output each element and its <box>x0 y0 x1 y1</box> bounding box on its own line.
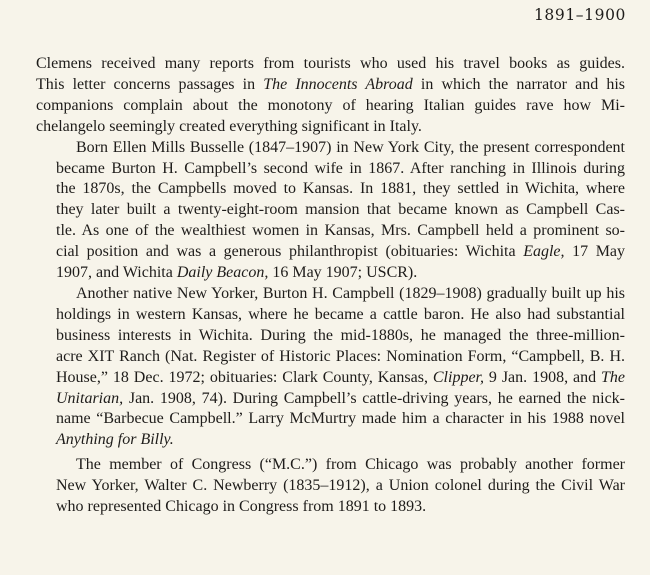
text-line: name “Barbecue Campbell.” Larry McMurtry made him a character in his 1988 novel <box>56 410 625 428</box>
newspaper-title: Clipper, <box>432 368 484 386</box>
running-head: 1891–1900 <box>533 6 626 24</box>
text-line <box>36 430 625 451</box>
text-line: chelangelo seemingly created everything significant in Italy. <box>36 117 422 135</box>
text-line: This letter concerns passages in The Innocents Abroad in which the narrator and his <box>36 75 625 93</box>
text-line: Born Ellen Mills Busselle (1847–1907) in New York City, the present correspondent <box>76 138 625 156</box>
text-line: Clemens received many reports from tourists who used his travel books as guides. <box>36 55 625 72</box>
text-line: The member of Congress (“M.C.”) from Chicago was probably another former <box>76 456 625 474</box>
text-line: the 1870s, the Campbells moved to Kansas. In 1881, they settled in Wichita, where <box>56 180 625 198</box>
text-line: acre XIT Ranch (Nat. Register of Historic Places: Nomination Form, “Campbell, B. H. <box>56 347 625 365</box>
paragraph-4 <box>36 455 625 518</box>
book-title: Anything for Billy. <box>56 431 174 449</box>
text-line: 1907, and Wichita Daily Beacon, 16 May 1907; USCR). <box>56 264 418 282</box>
body-text <box>36 54 625 518</box>
text-line: House,” 18 Dec. 1972; obituaries: Clark County, Kansas, Clipper, 9 Jan. 1908, and The <box>56 368 625 386</box>
paragraph-2 <box>36 138 625 284</box>
paragraph-3 <box>36 284 625 451</box>
text-line: who represented Chicago in Congress from 1891 to 1893. <box>56 498 427 516</box>
text-line: New Yorker, Walter C. Newberry (1835–1912), a Union colonel during the Civil War <box>56 477 625 495</box>
text-line: Unitarian, Jan. 1908, 74). During Campbell’s cattle-driving years, he earned the nick- <box>56 389 625 407</box>
book-title: The Innocents Abroad <box>263 75 413 93</box>
newspaper-title: The <box>601 368 625 386</box>
newspaper-title: Eagle, <box>523 243 565 261</box>
text-line: cial position and was a generous philanthropist (obituaries: Wichita Eagle, 17 May <box>56 243 626 261</box>
newspaper-title: Daily Beacon, <box>176 264 269 282</box>
text-line: business interests in Wichita. During the mid-1880s, he managed the three-million- <box>56 326 625 344</box>
paragraph-1 <box>36 54 625 138</box>
newspaper-title: Unitarian, <box>56 389 124 407</box>
text-line: they later built a twenty-eight-room mansion that became known as Campbell Cas- <box>56 201 625 219</box>
text-line: Another native New Yorker, Burton H. Campbell (1829–1908) gradually built up his <box>76 284 625 302</box>
text-line: became Burton H. Campbell’s second wife in 1867. After ranching in Illinois during <box>56 159 625 177</box>
text-line: tle. As one of the wealthiest women in Kansas, Mrs. Campbell held a prominent so- <box>56 222 625 240</box>
text-line: holdings in western Kansas, where he became a cattle baron. He also had substantial <box>56 305 625 323</box>
text-line: companions complain about the monotony of hearing Italian guides rave how Mi- <box>36 96 625 114</box>
